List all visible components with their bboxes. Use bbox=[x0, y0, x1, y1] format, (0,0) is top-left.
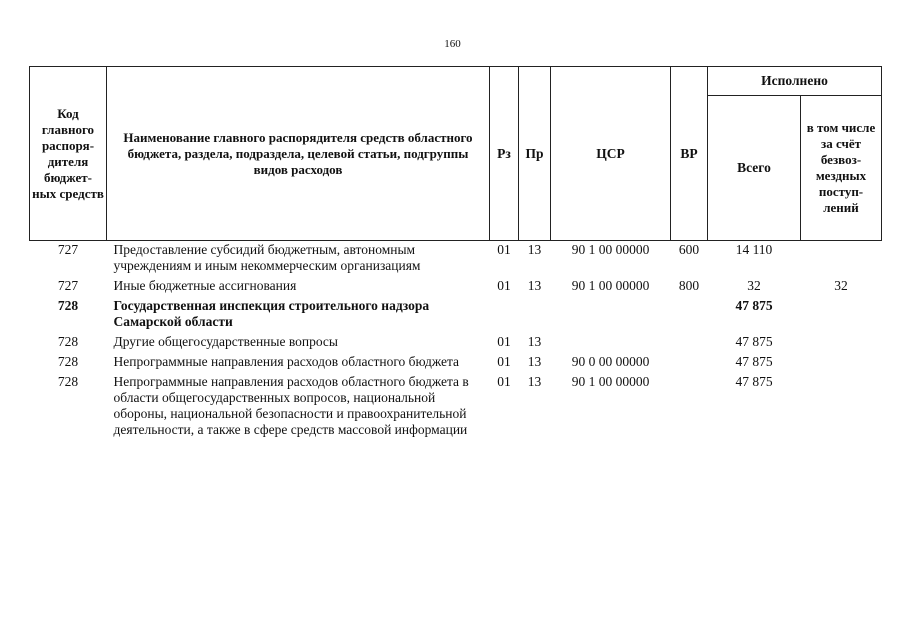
cell-rz bbox=[490, 298, 519, 334]
cell-name: Другие общегосударственные вопросы bbox=[113, 334, 338, 349]
cell-name: Предоставление субсидий бюджетным, автономным учреждениям и иным некоммерческим организациям bbox=[113, 242, 421, 273]
cell-pr: 13 bbox=[527, 374, 542, 389]
cell-csr: 90 1 00 00000 bbox=[571, 374, 650, 389]
cell-total: 47 875 bbox=[735, 374, 773, 389]
cell-rz: 01 bbox=[497, 354, 511, 369]
cell-csr: 90 0 00 00000 bbox=[571, 354, 650, 369]
header-incl-free: в том числе за счёт безвоз-мездных поступ-лений bbox=[801, 96, 882, 241]
cell-free bbox=[801, 334, 882, 354]
cell-pr: 13 bbox=[527, 278, 542, 293]
header-name: Наименование главного распорядителя средств областного бюджета, раздела, подраздела, целевой статьи, подгруппы видов расходов bbox=[107, 67, 490, 241]
cell-rz: 01 bbox=[497, 242, 511, 257]
cell-csr: 90 1 00 00000 bbox=[571, 242, 650, 257]
cell-name: Непрограммные направления расходов областного бюджета bbox=[113, 354, 460, 369]
header-vr: ВР bbox=[671, 67, 708, 241]
cell-vr bbox=[671, 354, 708, 374]
budget-table bbox=[29, 66, 882, 442]
cell-pr bbox=[519, 298, 551, 334]
cell-total: 47 875 bbox=[735, 354, 773, 369]
cell-free bbox=[801, 298, 882, 334]
table-row bbox=[30, 241, 882, 279]
cell-pr: 13 bbox=[527, 242, 542, 257]
cell-pr: 13 bbox=[527, 354, 542, 369]
cell-name: Государственная инспекция строительного надзора Самарской области bbox=[113, 298, 430, 329]
table-body bbox=[30, 241, 882, 443]
cell-total: 14 110 bbox=[735, 242, 773, 257]
header-executed: Исполнено bbox=[708, 67, 882, 96]
cell-total: 32 bbox=[747, 278, 761, 293]
cell-free: 32 bbox=[834, 278, 848, 293]
cell-code: 727 bbox=[57, 242, 79, 257]
header-csr: ЦСР bbox=[551, 67, 671, 241]
header-pr: Пр bbox=[519, 67, 551, 241]
cell-rz: 01 bbox=[497, 374, 511, 389]
cell-total: 47 875 bbox=[735, 334, 773, 349]
cell-free bbox=[801, 374, 882, 442]
header-code: Код главного распоря-дителя бюджет-ных средств bbox=[30, 67, 107, 241]
cell-code: 728 bbox=[57, 334, 79, 349]
cell-vr: 800 bbox=[678, 278, 700, 293]
cell-name: Непрограммные направления расходов областного бюджета в области общегосударственных вопросов, национальной обороны, национальной безопасности и правоохранительной деятельности, а также в сфере средств массовой информации bbox=[113, 374, 469, 437]
cell-free bbox=[801, 354, 882, 374]
cell-code: 727 bbox=[57, 278, 79, 293]
cell-csr: 90 1 00 00000 bbox=[571, 278, 650, 293]
cell-name: Иные бюджетные ассигнования bbox=[113, 278, 297, 293]
table-row bbox=[30, 354, 882, 374]
cell-code: 728 bbox=[57, 298, 79, 313]
header-rz: Рз bbox=[490, 67, 519, 241]
table-row bbox=[30, 334, 882, 354]
table-row bbox=[30, 298, 882, 334]
cell-rz: 01 bbox=[497, 278, 511, 293]
cell-code: 728 bbox=[57, 374, 79, 389]
page-number: 160 bbox=[444, 38, 461, 50]
cell-free bbox=[801, 241, 882, 279]
cell-csr bbox=[551, 334, 671, 354]
header-total: Всего bbox=[708, 96, 801, 241]
cell-code: 728 bbox=[57, 354, 79, 369]
table-row bbox=[30, 374, 882, 442]
table-row bbox=[30, 278, 882, 298]
cell-vr bbox=[671, 374, 708, 442]
cell-vr: 600 bbox=[678, 242, 700, 257]
cell-csr bbox=[551, 298, 671, 334]
cell-total: 47 875 bbox=[735, 298, 773, 313]
cell-rz: 01 bbox=[497, 334, 511, 349]
cell-vr bbox=[671, 334, 708, 354]
cell-vr bbox=[671, 298, 708, 334]
cell-pr: 13 bbox=[527, 334, 542, 349]
